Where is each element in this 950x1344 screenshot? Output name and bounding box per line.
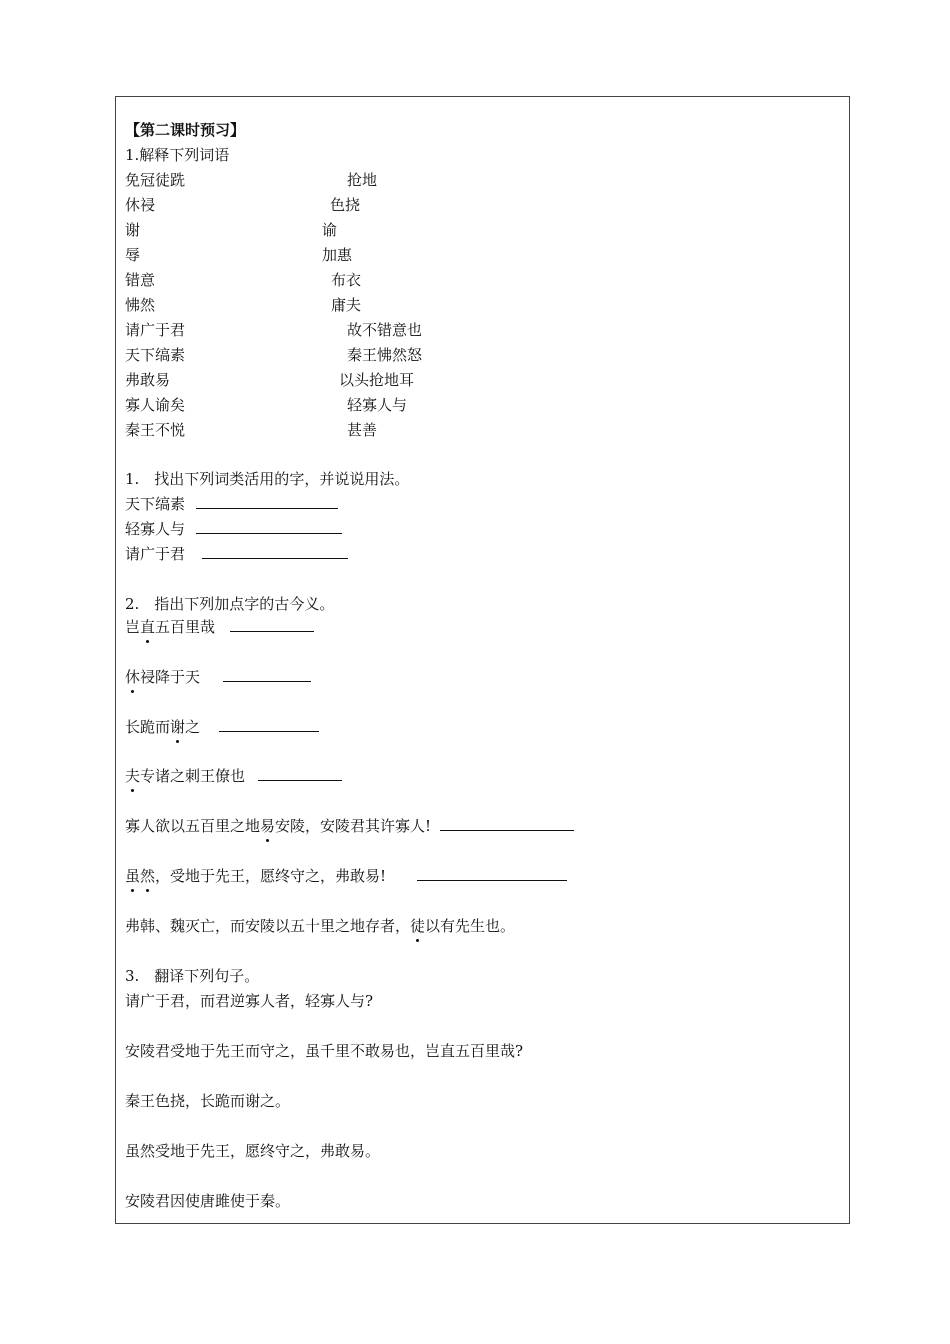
answer-blank[interactable] [417,866,567,881]
dotted-char: 虽 [125,867,141,885]
word-class-item [125,494,338,514]
vocab-term-right: 色挠 [330,196,361,214]
section-heading: 【第二课时预习】 [125,121,246,139]
answer-blank[interactable] [219,717,319,732]
vocab-term-right: 故不错意也 [347,321,423,339]
vocab-term-left: 弗敢易 [125,371,171,389]
vocab-term-left: 秦王不悦 [125,421,186,439]
word-class-phrase: 天下缟素 [125,495,186,513]
answer-blank[interactable] [202,544,348,559]
meaning-section-title: 2. 指出下列加点字的古今义。 [125,595,335,613]
translation-section-title: 3. 翻译下列句子。 [125,967,260,985]
translation-sentence: 请广于君，而君逆寡人者，轻寡人与? [125,992,374,1010]
dotted-char: 谢 [170,718,186,736]
vocab-term-left: 休祲 [125,196,156,214]
vocab-term-right: 甚善 [347,421,378,439]
vocab-term-left: 怫然 [125,296,156,314]
answer-blank[interactable] [223,667,311,682]
answer-blank[interactable] [258,766,342,781]
dotted-char: 直 [140,618,156,636]
word-class-phrase: 请广于君 [125,545,186,563]
answer-blank[interactable] [230,617,314,632]
dotted-char: 然 [140,867,156,885]
meaning-item: 寡人欲以五百里之地易安陵，安陵君其许寡人! [125,816,574,836]
word-class-item [125,519,342,539]
vocab-term-right: 秦王怫然怒 [347,346,423,364]
vocab-term-left: 辱 [125,246,141,264]
dotted-char: 夫 [125,767,141,785]
vocab-term-right: 轻寡人与 [347,396,408,414]
answer-blank[interactable] [196,519,342,534]
dotted-char: 易 [260,817,276,835]
vocab-section-title: 1.解释下列词语 [125,146,230,164]
vocab-term-right: 抢地 [347,171,378,189]
meaning-item: 弗韩、魏灭亡，而安陵以五十里之地存者，徒以有先生也。 [125,917,516,935]
vocab-term-left: 请广于君 [125,321,186,339]
word-class-item [125,544,348,564]
vocab-term-left: 天下缟素 [125,346,186,364]
vocab-term-left: 寡人谕矣 [125,396,186,414]
word-class-phrase: 轻寡人与 [125,520,186,538]
meaning-item: 长跪而谢之 [125,717,319,737]
vocab-term-left: 谢 [125,221,141,239]
translation-sentence: 秦王色挠，长跪而谢之。 [125,1092,291,1110]
vocab-term-left: 错意 [125,271,156,289]
translation-sentence: 虽然受地于先王，愿终守之，弗敢易。 [125,1142,381,1160]
meaning-item: 休祲降于天 [125,667,311,687]
answer-blank[interactable] [196,494,338,509]
translation-sentence: 安陵君因使唐雎使于秦。 [125,1192,291,1210]
meaning-item: 虽然，受地于先王，愿终守之，弗敢易! [125,866,567,886]
translation-sentence: 安陵君受地于先王而守之，虽千里不敢易也，岂直五百里哉? [125,1042,524,1060]
answer-blank[interactable] [440,816,574,831]
vocab-term-right: 庸夫 [331,296,362,314]
vocab-term-left: 免冠徒跣 [125,171,186,189]
meaning-item: 岂直五百里哉 [125,617,314,637]
vocab-term-right: 布衣 [331,271,362,289]
word-class-section-title: 1. 找出下列词类活用的字，并说说用法。 [125,470,410,488]
dotted-char: 休 [125,668,141,686]
vocab-term-right: 加惠 [322,246,353,264]
vocab-term-right: 谕 [322,221,338,239]
meaning-item: 夫专诸之刺王僚也 [125,766,342,786]
vocab-term-right: 以头抢地耳 [339,371,415,389]
dotted-char: 徒 [410,917,426,935]
